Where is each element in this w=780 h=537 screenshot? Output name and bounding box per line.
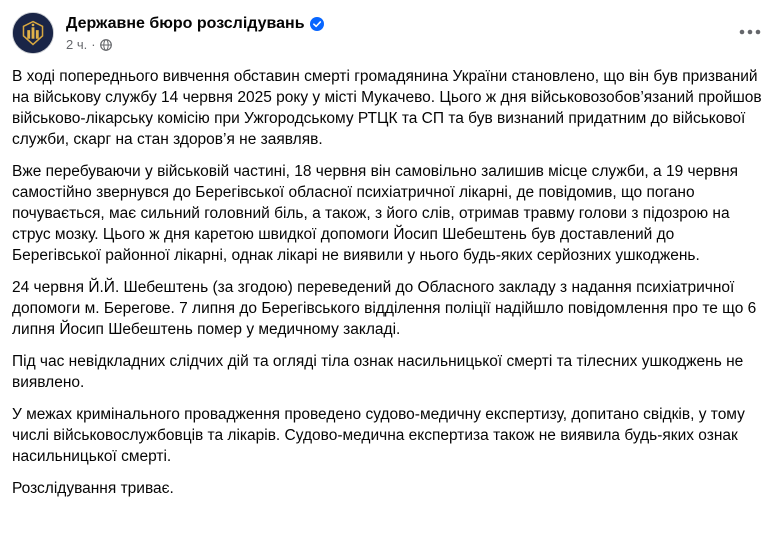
author-name[interactable]: Державне бюро розслідувань [66,15,305,32]
verified-badge-icon [310,17,324,31]
post-meta [66,37,112,53]
post-timestamp[interactable]: 2 ч. [66,37,88,52]
meta-separator: · [91,37,96,52]
post-header [12,12,768,58]
more-options-icon [739,29,761,35]
author-row [66,14,324,34]
post-paragraph: У межах кримінального провадження проведено судово-медичну експертизу, допитано свідків, у тому числі військовослужбовців та лікарів. Судово-медична експертиза також не виявила будь-яких ознак насильницької смерті. [12,406,745,465]
post-body [12,66,766,510]
post-paragraph: Під час невідкладних слідчих дій та огляді тіла ознак насильницької смерті та тілесних ушкоджень не виявлено. [12,353,744,391]
dbr-logo-icon [13,13,53,53]
post-paragraph: В ході попереднього вивчення обставин смерті громадянина України становлено, що він був призваний на військову службу 14 червня 2025 року у місті Мукачево. Цього ж дня військовозобов’язаний пройшов військово-лікарську комісію при Ужгородському РТЦК та СП та був визнаний придатним до військової служби, скарг на стан здоров’я не заявляв. [12,68,762,148]
more-options-button[interactable] [732,14,768,50]
post-paragraph: Вже перебуваючи у військовій частині, 18 червня він самовільно залишив місце служби, а 19 червня самостійно звернувся до Берегівської обласної психіатричної лікарні, де повідомив, що погано почувається, має сильний головний біль, а також, з його слів, отримав травму голови з підозрою на струс мозку. Цього ж дня каретою швидкої допомоги Йосип Шебештень був доставлений до Берегівської районної лікарні, однак лікарі не виявили у нього будь-яких серйозних ушкоджень. [12,163,739,264]
post-paragraph: Розслідування триває. [12,480,174,497]
post-paragraph: 24 червня Й.Й. Шебештень (за згодою) переведений до Обласного закладу з надання психіатричної допомоги м. Берегове. 7 липня до Берегівського відділення поліції надійшло повідомлення про те що 6 липня Йосип Шебештень помер у медичному закладі. [12,279,757,338]
avatar[interactable] [12,12,54,54]
globe-icon[interactable] [100,39,112,51]
